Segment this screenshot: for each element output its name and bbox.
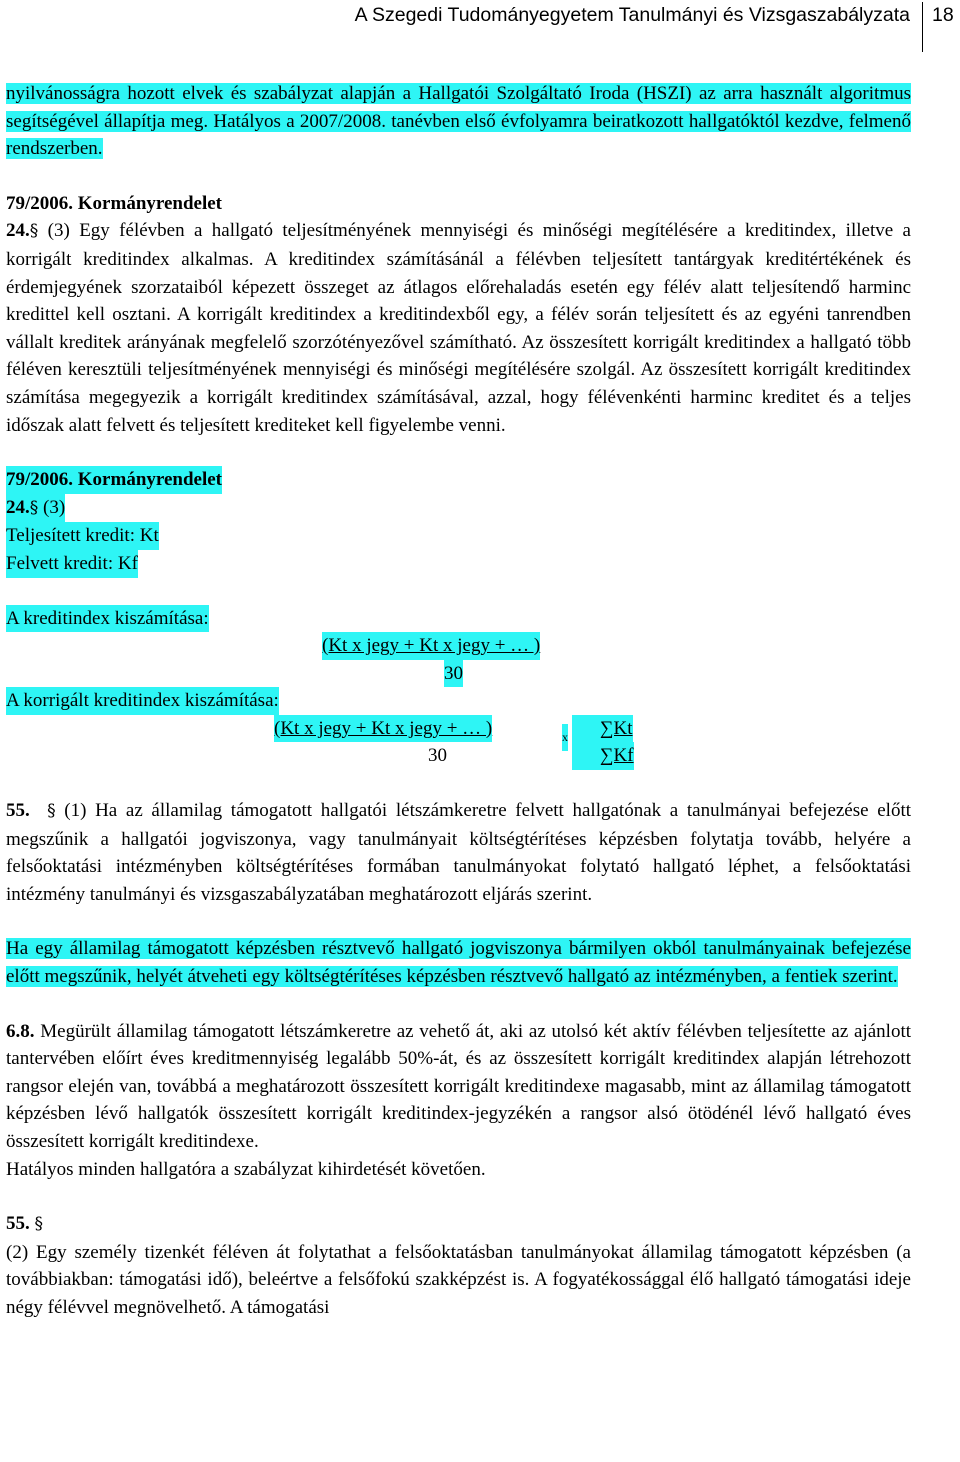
corrected-index-denominator: 30 (428, 745, 447, 767)
section-number: 24. (6, 220, 30, 242)
credit-index-denominator-row (6, 660, 911, 688)
corrected-index-numerator-row (6, 715, 911, 743)
intro-paragraph (6, 80, 911, 163)
intro-text: nyilvánosságra hozott elvek és szabályzat alapján a Hallgatói Szolgáltató Iroda (HSZI) az arra használt algoritmus segítségével állapítja meg. Hatályos a 2007/2008. tanévben első évfolyamra beiratkozott hallgatóktól kezdve, felmenő rendszerben. (6, 83, 911, 160)
section-24-paragraph (6, 217, 911, 439)
header-divider (922, 2, 923, 52)
page-header (0, 0, 960, 60)
decree-heading-2: 79/2006. Kormányrendelet (6, 466, 222, 494)
replacement-paragraph: Ha egy államilag támogatott képzésben résztvevő hallgató jogviszonya bármilyen okból tanulmányainak befejezése előtt megszűnik, helyét átveheti egy költségtérítéses képzésben résztvevő hallgató az intézményben, a fentiek szerint. (6, 938, 911, 988)
credit-index-label: A kreditindex kiszámítása: (6, 605, 209, 633)
multiply-sign: x (562, 724, 568, 752)
section-55-1-paragraph: 55. § (1) Ha az államilag támogatott hallgatói létszámkeretre felvett hallgatónak a tanulmányai befejezése előtt megszűnik a hallgatói jogviszonya, vagy tanulmányait költségtérítéses képzésben folytatja tovább, helyére a felsőoktatási intézményben költségtérítéses formában tanulmányokat folytató hallgató léphet, a felsőoktatási intézmény tanulmányi és vizsgaszabályzatában meghatározott eljárás szerint. (6, 800, 912, 905)
corrected-index-label: A korrigált kreditindex kiszámítása: (6, 687, 279, 715)
section-24-3-label: 24.§ (3) (6, 494, 65, 523)
sum-completed-credits: ∑Kt (572, 715, 633, 743)
section-6-8-paragraph: 6.8. Megürült államilag támogatott létszámkeretre az vehető át, aki az utolsó két aktív félévben teljesítette az ajánlott tantervében előírt éves kreditmennyiség legalább 50%-át, és az összesített korrigált kreditindex alapján létrehozott rangsor elején van, továbbá a meghatározott összesített korrigált kreditindexe magasabb, mint az államilag támogatott képzésben lévő hallgatók összesített korrigált kreditindex-jegyzékén a rangsor alsó ötödénél lévő hallgató éves összesített korrigált kreditindexe. (6, 1020, 911, 1152)
document-title: A Szegedi Tudományegyetem Tanulmányi és Vizsgaszabályzata (354, 4, 910, 26)
sum-registered-credits: ∑Kf (572, 742, 634, 770)
registered-credit-label: Felvett kredit: Kf (6, 550, 138, 578)
corrected-index-denominator-row (6, 742, 911, 770)
corrected-index-numerator: (Kt x jegy + Kt x jegy + … ) (274, 715, 492, 743)
section-24-text: (3) Egy félévben a hallgató teljesítményének mennyiségi és minőségi megítélésére a kreditindex, illetve a korrigált kreditindex alkalmas. A kreditindex számításánál a félévben teljesített tantárgyak kreditértékének és érdemjegyének szorzataiból képezett összeget az átlagos előrehaladás esetén egy félév alatt teljesítendő harminc kredittel kell osztani. A korrigált kreditindex a kreditindexből egy, a félév során teljesített és az egyéni tanrendben vállalt kreditek arányának megfelelő szorzótényezővel számítható. Az összesített korrigált kreditindex a hallgató több féléven keresztüli teljesítményének mennyiségi és minőségi megítélésére szolgál. Az összesített korrigált kreditindex számítása megegyezik a korrigált kreditindex számításával, azzal, hogy félévenkénti harminc kreditet és a teljes időszak alatt felvett és teljesített krediteket kell figyelembe venni. (6, 220, 911, 436)
credit-index-numerator: (Kt x jegy + Kt x jegy + … ) (322, 632, 540, 660)
credit-index-numerator-row (6, 632, 911, 660)
effective-note: Hatályos minden hallgatóra a szabályzat kihirdetését követően. (6, 1158, 486, 1180)
formula-block (6, 466, 911, 770)
document-body (6, 80, 911, 1322)
section-55-2-paragraph: (2) Egy személy tizenkét féléven át folytathat a felsőoktatásban tanulmányokat államilag támogatott képzésben (a továbbiakban: támogatási idő), beleértve a felsőfokú szakképzést is. A fogyatékossággal élő hallgató támogatási ideje négy félévvel megnövelhető. A támogatási (6, 1241, 911, 1318)
section-55-heading: 55. § (6, 1213, 43, 1235)
credit-index-denominator: 30 (444, 660, 463, 688)
completed-credit-label: Teljesített kredit: Kt (6, 522, 159, 550)
page-number: 18 (932, 4, 954, 26)
section-symbol: § (29, 221, 39, 242)
decree-heading-1: 79/2006. Kormányrendelet (6, 192, 223, 214)
